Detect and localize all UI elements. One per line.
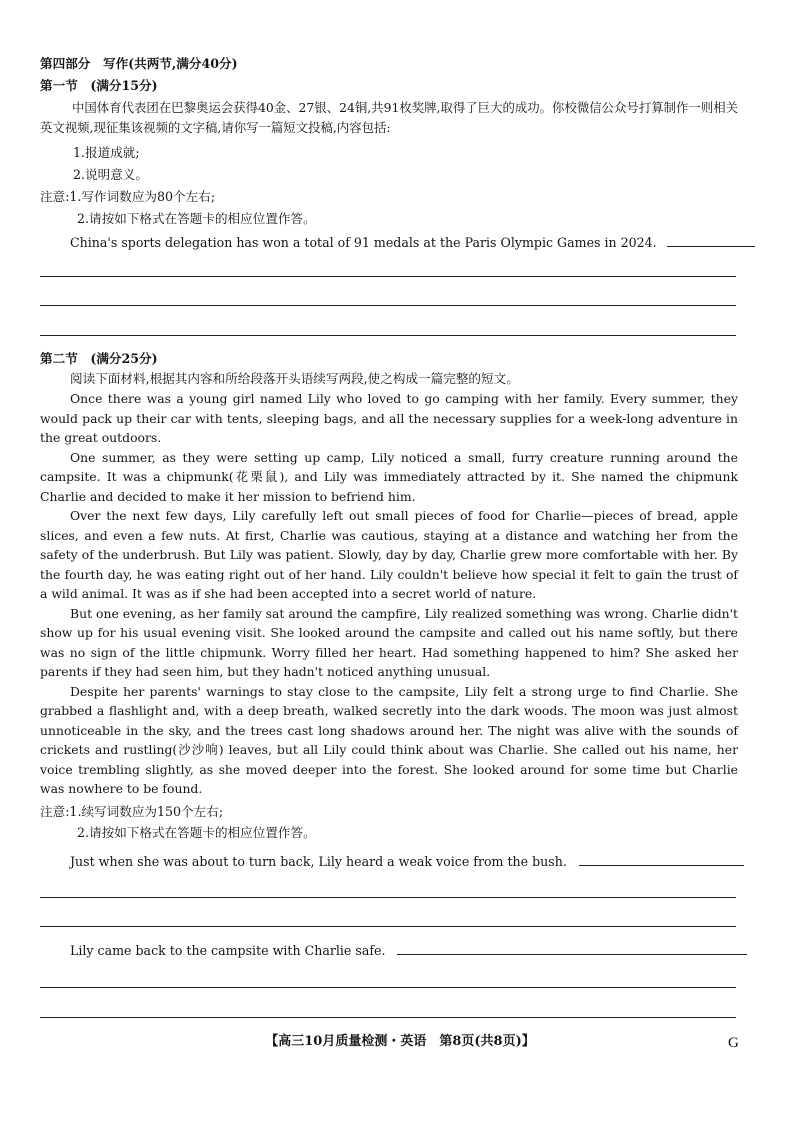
page-footer: 【高三10月质量检测・英语 第8页(共8页)】 [265, 1034, 535, 1049]
section2-instruction: 阅读下面材料,根据其内容和所给段落开头语续写两段,使之构成一篇完整的短文。 [70, 371, 519, 386]
passage [40, 389, 738, 799]
section1-answer-line-2 [40, 305, 736, 306]
section1-title: 第一节 (满分15分) [40, 78, 158, 93]
section2-answer-line-1 [40, 897, 736, 898]
section1-starter-blank [667, 245, 755, 247]
section1-note-2: 2.请按如下格式在答题卡的相应位置作答。 [77, 211, 316, 226]
passage-paragraph-5: Despite her parents' warnings to stay close to the campsite, Lily felt a strong urge to find Charlie. She grabbed a flashlight and, with a deep breath, walked secretly into the dark woods. The moon was just almost unnoticeable in the sky, and the trees cast long shadows around her. The night was alive with the sounds of crickets and rustling(沙沙响) leaves, but all Lily could think about was Charlie. She called out his name, her voice trembling slightly, as she moved deeper into the forest. She looked around for some time but Charlie was nowhere to be found. [40, 683, 738, 796]
paper-version-letter: G [728, 1035, 739, 1051]
passage-paragraph-3: Over the next few days, Lily carefully left out small pieces of food for Charlie—pieces of bread, apple slices, and even a few nuts. At first, Charlie was cautious, staying at a distance and watching her from the safety of the underbrush. But Lily was patient. Slowly, day by day, Charlie grew more comfortable with her. By the fourth day, he was eating right out of her hand. Lily couldn't believe how special it felt to gain the trust of a wild animal. It was as if she had been accepted into a secret world of nature. [40, 508, 738, 601]
section2-answer-line-4 [40, 1017, 736, 1018]
section1-answer-line-1 [40, 276, 736, 277]
section2-starter-2-blank [397, 953, 747, 955]
section2-answer-line-2 [40, 926, 736, 927]
section2-starter-1-text: Just when she was about to turn back, Lily heard a weak voice from the bush. [70, 854, 567, 869]
section1-point-2: 2.说明意义。 [73, 167, 148, 182]
section2-answer-line-3 [40, 987, 736, 988]
section1-answer-line-3 [40, 335, 736, 336]
passage-paragraph-4: But one evening, as her family sat around the campfire, Lily realized something was wrong. Charlie didn't show up for his usual evening visit. She looked around the campsite and called out his name softly, but there was no sign of the little chipmunk. Worry filled her heart. Had something happened to him? She asked her parents if they had seen him, but they hadn't noticed anything unusual. [40, 605, 738, 679]
section2-starter-1 [70, 852, 744, 871]
section1-starter-text: China's sports delegation has won a total of 91 medals at the Paris Olympic Games in 2024. [70, 235, 657, 250]
section2-starter-2-text: Lily came back to the campsite with Charlie safe. [70, 943, 386, 958]
section1-prompt: 中国体育代表团在巴黎奥运会获得40金、27银、24铜,共91枚奖牌,取得了巨大的成功。你校微信公众号打算制作一则相关英文视频,现征集该视频的文字稿,请你写一篇短文投稿,内容包括: [40, 100, 738, 135]
section1-starter [70, 233, 755, 252]
section1-note-1: 注意:1.写作词数应为80个左右; [40, 189, 216, 204]
part-heading: 第四部分 写作(共两节,满分40分) [40, 56, 238, 71]
section2-title: 第二节 (满分25分) [40, 351, 158, 366]
section2-starter-2 [70, 941, 747, 960]
passage-paragraph-1: Once there was a young girl named Lily who loved to go camping with her family. Every summer, they would pack up their car with tents, sleeping bags, and all the necessary supplies for a week-long adventure in the great outdoors. [40, 391, 738, 445]
section1-point-1: 1.报道成就; [73, 145, 140, 160]
passage-paragraph-2: One summer, as they were setting up camp, Lily noticed a small, furry creature running around the campsite. It was a chipmunk(花栗鼠), and Lily was immediately attracted by it. She named the chipmunk Charlie and decided to make it her mission to befriend him. [40, 449, 738, 504]
section2-starter-1-blank [579, 864, 744, 866]
section2-note-1: 注意:1.续写词数应为150个左右; [40, 804, 224, 819]
section2-note-2: 2.请按如下格式在答题卡的相应位置作答。 [77, 825, 316, 840]
